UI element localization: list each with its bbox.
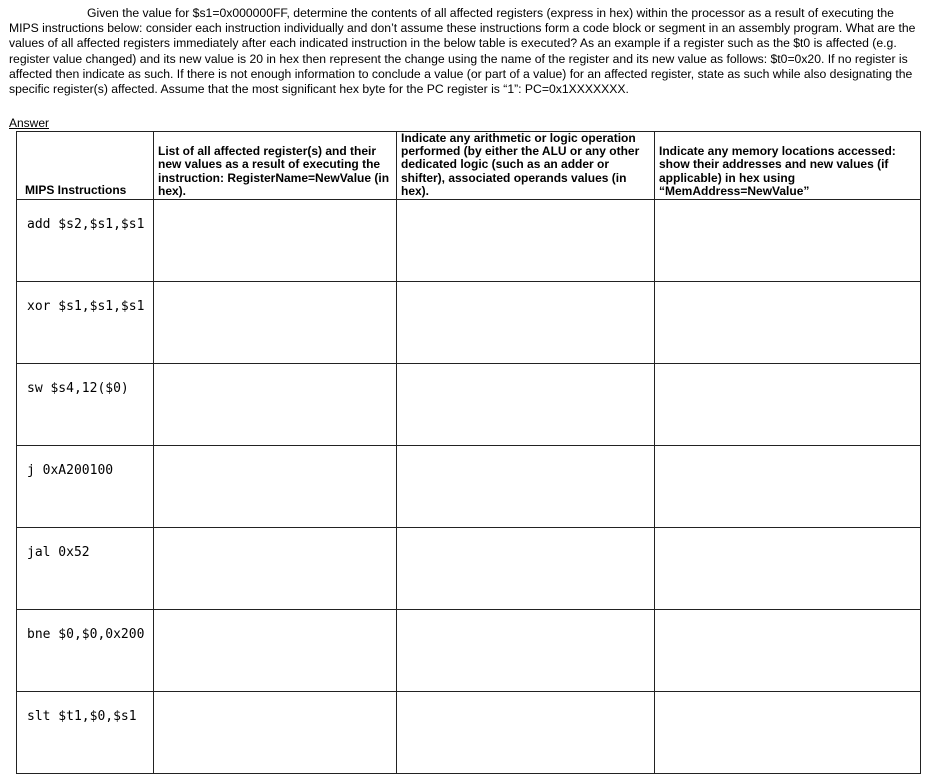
registers-cell[interactable] bbox=[154, 446, 397, 528]
registers-cell[interactable] bbox=[154, 610, 397, 692]
header-memory-locations: Indicate any memory locations accessed: show their addresses and new values (if applicable) in hex using “MemAddress=NewValue” bbox=[655, 132, 921, 200]
question-text: Given the value for $s1=0x000000FF, determine the contents of all affected registers (express in hex) within the processor as a result of executing the MIPS instructions below: consider each instruction individually and don’t assume these instructions form a code block or segment in an assembly program. What are the values of all affected registers immediately after each indicated instruction in the below table is executed? As an example if a register such as the $t0 is affected (e.g. register value changed) and its new value is 20 in hex then represent the change using the name of the register and its new value as follows: $t0=0x20. If no register is affected then indicate as such. If there is not enough information to conclude a value (or part of a value) for an affected register, state as such while also designating the specific register(s) affected. Assume that the most significant hex byte for the PC register is “1”: PC=0x1XXXXXXX. bbox=[9, 6, 916, 97]
header-mips-instructions: MIPS Instructions bbox=[17, 132, 154, 200]
instruction-cell: slt $t1,$0,$s1 bbox=[17, 692, 154, 774]
instruction-cell: bne $0,$0,0x200 bbox=[17, 610, 154, 692]
registers-cell[interactable] bbox=[154, 200, 397, 282]
instruction-cell: sw $s4,12($0) bbox=[17, 364, 154, 446]
memory-cell[interactable] bbox=[655, 282, 921, 364]
registers-cell[interactable] bbox=[154, 364, 397, 446]
table-row bbox=[17, 692, 921, 774]
table-row bbox=[17, 364, 921, 446]
instruction-cell: add $s2,$s1,$s1 bbox=[17, 200, 154, 282]
instruction-cell: xor $s1,$s1,$s1 bbox=[17, 282, 154, 364]
memory-cell[interactable] bbox=[655, 528, 921, 610]
memory-cell[interactable] bbox=[655, 610, 921, 692]
instruction-cell: j 0xA200100 bbox=[17, 446, 154, 528]
header-operations: Indicate any arithmetic or logic operation performed (by either the ALU or any other dedicated logic (such as an adder or shifter), associated operands values (in hex). bbox=[397, 132, 655, 200]
table-header-row bbox=[17, 132, 921, 200]
memory-cell[interactable] bbox=[655, 446, 921, 528]
memory-cell[interactable] bbox=[655, 364, 921, 446]
operations-cell[interactable] bbox=[397, 446, 655, 528]
memory-cell[interactable] bbox=[655, 692, 921, 774]
memory-cell[interactable] bbox=[655, 200, 921, 282]
operations-cell[interactable] bbox=[397, 200, 655, 282]
registers-cell[interactable] bbox=[154, 692, 397, 774]
registers-cell[interactable] bbox=[154, 282, 397, 364]
operations-cell[interactable] bbox=[397, 610, 655, 692]
table-row bbox=[17, 528, 921, 610]
operations-cell[interactable] bbox=[397, 692, 655, 774]
registers-cell[interactable] bbox=[154, 528, 397, 610]
table-row bbox=[17, 282, 921, 364]
operations-cell[interactable] bbox=[397, 528, 655, 610]
instruction-cell: jal 0x52 bbox=[17, 528, 154, 610]
header-affected-registers: List of all affected register(s) and their new values as a result of executing the instruction: RegisterName=NewValue (in hex). bbox=[154, 132, 397, 200]
table-row bbox=[17, 200, 921, 282]
operations-cell[interactable] bbox=[397, 282, 655, 364]
table-row bbox=[17, 610, 921, 692]
table-row bbox=[17, 446, 921, 528]
answer-label: Answer bbox=[9, 116, 50, 130]
answer-table bbox=[16, 131, 921, 774]
operations-cell[interactable] bbox=[397, 364, 655, 446]
